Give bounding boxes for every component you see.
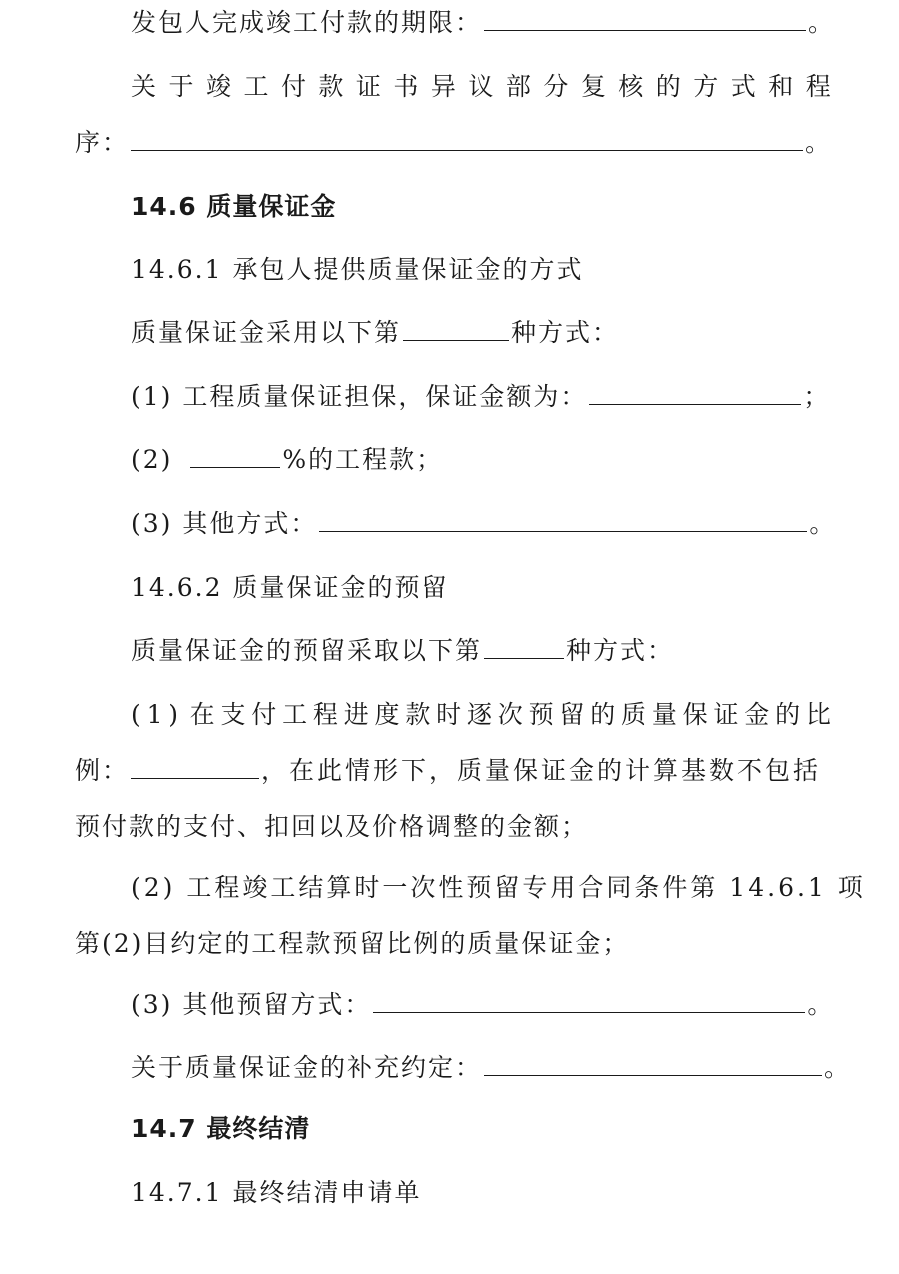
retention-ratio-label: 例： — [75, 756, 130, 785]
guarantee-method-line — [131, 318, 619, 348]
period-mark: 。 — [824, 1053, 852, 1082]
retention-method-line — [131, 636, 674, 666]
other-method-blank[interactable] — [319, 509, 807, 532]
review-procedure-label: 序： — [75, 128, 130, 157]
period-mark: 。 — [805, 128, 833, 157]
guarantee-method-label: 质量保证金采用以下第 — [131, 318, 402, 347]
subsection-14-7-1-title: 14.7.1 最终结清申请单 — [131, 1178, 422, 1207]
retention-ratio-line — [75, 756, 821, 786]
retention-option-3-line — [131, 990, 834, 1020]
retention-option-3-label: (3) 其他预留方式： — [131, 990, 372, 1019]
payment-deadline-label: 发包人完成竣工付款的期限： — [131, 8, 483, 37]
review-procedure-continued — [75, 128, 832, 158]
review-procedure-line — [131, 72, 831, 102]
review-procedure-blank[interactable] — [131, 128, 803, 151]
subsection-14-6-2-title: 14.6.2 质量保证金的预留 — [131, 573, 449, 602]
retention-method-suffix: 种方式： — [566, 636, 675, 665]
retention-option-1-line — [131, 700, 831, 730]
retention-method-blank[interactable] — [484, 636, 564, 659]
period-mark: 。 — [808, 8, 836, 37]
payment-deadline-line — [131, 8, 835, 38]
supplementary-agreement-line — [131, 1053, 851, 1083]
supplementary-agreement-blank[interactable] — [484, 1053, 822, 1076]
guarantee-method-suffix: 种方式： — [511, 318, 620, 347]
option-2-number: (2) — [131, 445, 173, 474]
retention-option-1-text: ( 1 ) 在 支 付 工 程 进 度 款 时 逐 次 预 留 的 质 量 保 证 金 的 比 — [131, 700, 831, 729]
period-mark: 。 — [807, 990, 835, 1019]
retention-option-2-continued: 第(2)目约定的工程款预留比例的质量保证金； — [75, 929, 630, 958]
period-mark: 。 — [809, 509, 837, 538]
percentage-blank[interactable] — [190, 445, 280, 468]
option-2-line — [131, 445, 443, 475]
section-14-7-heading: 14.7 最终结清 — [131, 1114, 311, 1143]
option-3-label: (3) 其他方式： — [131, 509, 318, 538]
retention-ratio-blank[interactable] — [131, 756, 259, 779]
retention-ratio-text: ，在此情形下，质量保证金的计算基数不包括 — [261, 756, 822, 785]
payment-deadline-blank[interactable] — [484, 8, 806, 31]
retention-base-line: 预付款的支付、扣回以及价格调整的金额； — [75, 812, 589, 841]
semicolon-mark: ； — [803, 382, 831, 411]
guarantee-method-blank[interactable] — [403, 318, 509, 341]
option-3-line — [131, 509, 836, 539]
subsection-14-6-1-title: 14.6.1 承包人提供质量保证金的方式 — [131, 255, 584, 284]
option-1-label: (1) 工程质量保证担保，保证金额为： — [131, 382, 588, 411]
other-retention-blank[interactable] — [373, 990, 805, 1013]
guarantee-amount-blank[interactable] — [589, 382, 801, 405]
review-procedure-text: 关 于 竣 工 付 款 证 书 异 议 部 分 复 核 的 方 式 和 程 — [131, 72, 831, 101]
retention-option-2-line: (2) 工程竣工结算时一次性预留专用合同条件第 14.6.1 项 — [131, 873, 866, 902]
retention-method-label: 质量保证金的预留采取以下第 — [131, 636, 483, 665]
option-2-label: %的工程款； — [282, 445, 444, 474]
option-1-line — [131, 382, 830, 412]
supplementary-agreement-label: 关于质量保证金的补充约定： — [131, 1053, 483, 1082]
section-14-6-heading: 14.6 质量保证金 — [131, 192, 337, 221]
